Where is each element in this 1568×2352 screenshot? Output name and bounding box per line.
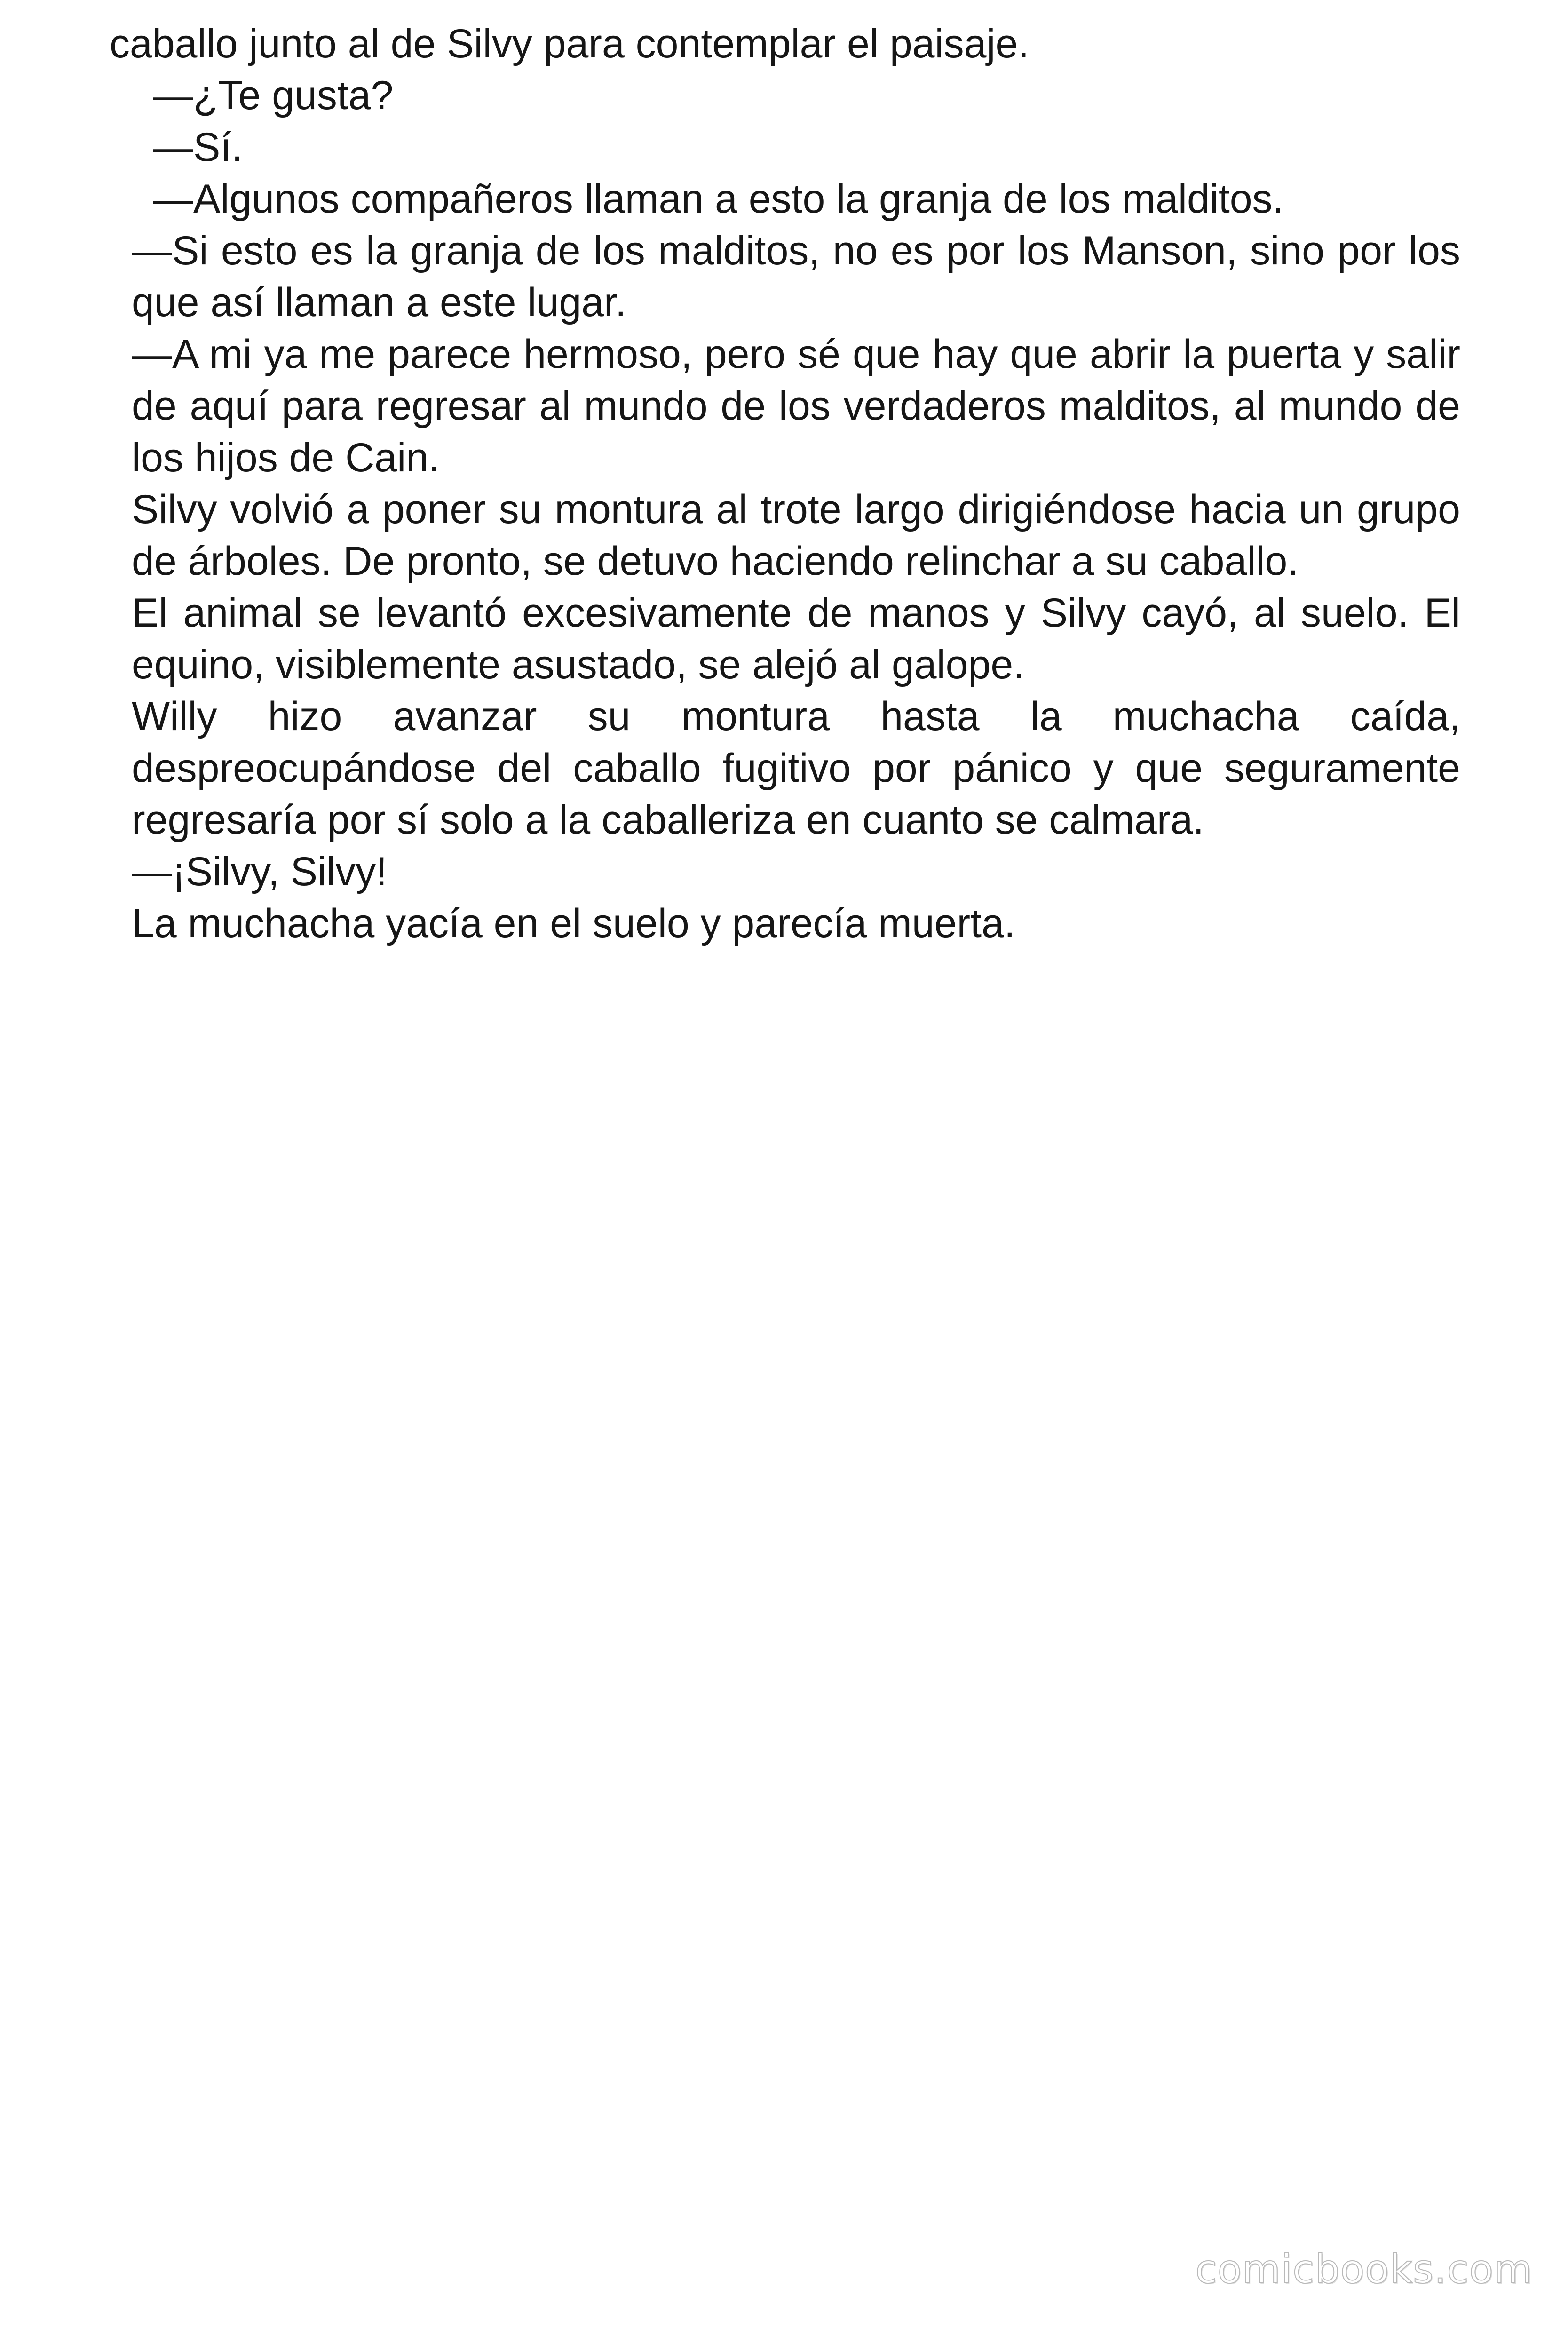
paragraph-10: —¡Silvy, Silvy! [132,849,388,894]
paragraph-1: caballo junto al de Silvy para contemplar el paisaje. [110,21,1029,66]
paragraph-3: —Sí. [153,125,243,170]
body-text [111,18,1460,949]
paragraph-5: —Si esto es la granja de los malditos, no es por los Manson, sino por los que así llaman a este lugar. [132,228,1460,325]
paragraph-7: Silvy volvió a poner su montura al trote largo dirigiéndose hacia un grupo de árboles. De pronto, se detuvo haciendo relinchar a su caballo. [132,487,1460,584]
paragraph-6: —A mi ya me parece hermoso, pero sé que hay que abrir la puerta y salir de aquí para regresar al mundo de los verdaderos malditos, al mundo de los hijos de Cain. [132,332,1460,480]
watermark-text: comicbooks.com [1195,2246,1533,2292]
paragraph-2: —¿Te gusta? [153,73,394,118]
paragraph-11: La muchacha yacía en el suelo y parecía muerta. [132,901,1015,946]
paragraph-8: El animal se levantó excesivamente de manos y Silvy cayó, al suelo. El equino, visiblemente asustado, se alejó al galope. [132,590,1460,687]
paragraph-9: Willy hizo avanzar su montura hasta la muchacha caída, despreocupándose del caballo fugitivo por pánico y que seguramente regresaría por sí solo a la caballeriza en cuanto se calmara. [132,694,1460,842]
paragraph-4: —Algunos compañeros llaman a esto la granja de los malditos. [153,176,1284,222]
